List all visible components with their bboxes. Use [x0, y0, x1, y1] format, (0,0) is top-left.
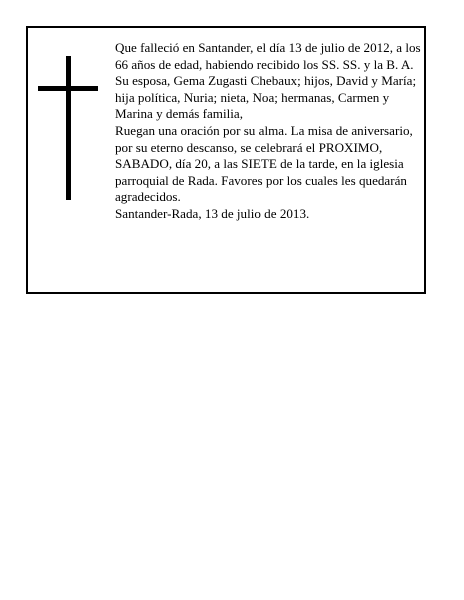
death-announcement: Que falleció en Santander, el día 13 de julio de 2012, a los 66 años de edad, habiendo recibido los SS. SS. y la B. A.: [115, 40, 421, 72]
notice-text: [115, 40, 421, 223]
place-and-date: Santander-Rada, 13 de julio de 2013.: [115, 205, 310, 221]
cross-icon: [38, 56, 98, 200]
obituary-notice: [26, 26, 426, 294]
cross-horizontal-bar: [38, 86, 98, 91]
cross-vertical-bar: [66, 56, 71, 200]
family-list: Su esposa, Gema Zugasti Chebaux; hijos, David y María; hija política, Nuria; nieta, Noa; hermanas, Carmen y Marina y demás familia,: [115, 73, 417, 122]
mass-announcement: Ruegan una oración por su alma. La misa de aniversario, por su eterno descanso, se celebrará el PROXIMO, SABADO, día 20, a las SIETE de la tarde, en la iglesia parroquial de Rada. Favores por los cuales les quedarán agradecidos.: [115, 122, 413, 205]
